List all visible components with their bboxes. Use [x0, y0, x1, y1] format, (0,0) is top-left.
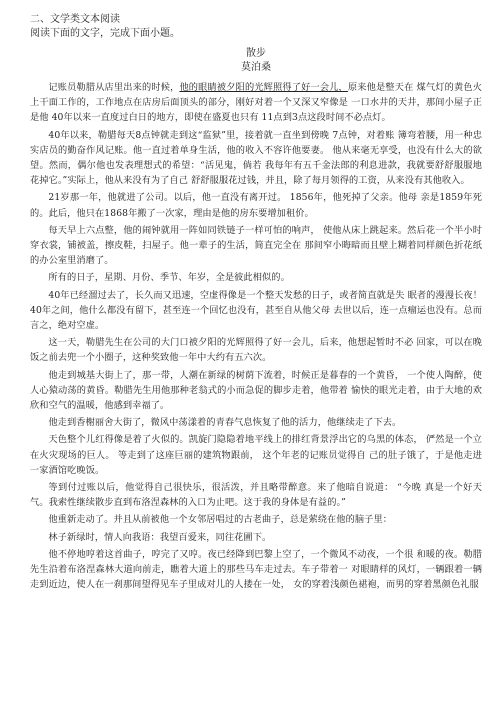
underlined-sentence: 他的眼睛被夕阳的光辉照得了好一会儿， [179, 82, 348, 93]
paragraph: 所有的日子，星期、月份、季节、年岁，全是彼此相似的。 [48, 272, 290, 284]
paragraph: 他走到香榭丽舍大街了，微风中荡漾着的青春气息恢复了他的活力，他继续走了下去。 [48, 417, 402, 429]
poem-line: 林子新绿时，情人向我语：我望百爱来，同往花圃下。 [48, 531, 272, 543]
paragraph: 天色整个儿红得像是着了火似的。凯旋门隐隐着地平线上的排红背景浮出它的乌黑的体态， 俨然是一个立在火灾现场的巨人。 等走到了这座巨丽的建筑物跟前， 这个年老的记账员觉得自 己的肚子饿了，于是他走进一家酒馆吃晚饭。 [30, 434, 482, 476]
article-title: 散步 [246, 48, 266, 59]
paragraph: 等到付过账以后，他觉得自己很快乐，很活泼，并且略带醉意。来了他暗自说道： “今晚 真是一个好天气。我索性继续散步直到布洛涅森林的入口为止吧。这于我的身体是有益的。” [30, 482, 482, 509]
paragraph: 每天早上六点整，他的闹钟就用一阵如同铁链子一样可怕的响声， 使他从床上跳起来。然后花一个半小时穿衣裳，铺被盖，擦皮鞋，扫屋子。他一辈子的生活，简直完全在 那间窄小晦暗而且壁上糊着同样颜色折花纸的办公室里消磨了。 [30, 224, 482, 267]
paragraph: 40年以来，勒腊每天8点钟就走到这“监狱”里，接着就一直坐到傍晚 7点钟，对着账 簿弯着腰，用一种忠实店员的勤奋作风记账。他一直过着单身生活，他的收入不容许他要妻。 他从来毫无享受，也没有什么大的欲望。然而，偶尔他也发表理想式的希望：“活见鬼，倘若 我每年有五千金法郎的利息进款，我就要舒舒服服地花掉它。”实际上，他从来没有为了自己 舒舒服服花过钱，并且，除了每月领得的工资，从来没有其他收入。 [30, 129, 482, 187]
section-title: 二、文学类文本阅读 [30, 14, 120, 25]
paragraph: 40年已经溜过去了，长久而又迅速，空虚得像是一个整天发愁的日子，或者简直就是失 眠者的漫漫长夜！40年之间，他什么都没有留下，甚至连一个回忆也没有，甚至自从他父母 去世以后，连一点瘤运也没有。总而言之，绝对空虚。 [30, 289, 482, 332]
instruction-text: 阅读下面的文字，完成下面小题。 [30, 28, 180, 39]
paragraph-text: 原来他是整天在 煤气灯的黄色火上干面工作的，工作地点在店房后面顶头的部分，刚好对着一个又深又窄像是 一口水井的天井，那间小屋子正是他 40年以来一直度过白日的地方，即使在盛夏也只有 11点到3点这段时间不必点灯。 [30, 82, 482, 124]
paragraph-text: 记账员勒腊从店里出来的时候， [48, 82, 180, 93]
paragraph: 他不停地哼着这首曲子，哼完了又哼。夜已经降到巴黎上空了，一个微风不动夜，一个很 和暖的夜。勒腊先生沿着布洛涅森林大道向前走，瞧着大道上的那些马车走过去。车子带着一 对眼睛样的风灯，一辆跟着一辆走到近边，使人在一刹那间望得见车子里成对儿的人搂在一处， 女的穿着浅颜色裙袍，而男的穿着黑颜色礼服 [30, 548, 482, 591]
paragraph [30, 80, 482, 126]
article-author: 莫泊桑 [241, 62, 271, 73]
paragraph: 这一天，勒腊先生在公司的大门口被夕阳的光辉照得了好一会儿，后来，他想起暂时不必 回家，可以在晚饭之前去兜一个小圈子，这种奖致他一年中大约有五六次。 [30, 337, 482, 364]
paragraph: 他走到城基大街上了，那一带，人潮在新绿的树荫下流着，时候正是暮春的一个黄昏， 一个使人陶醉，使人心猿动荡的黄昏。勒腊先生用他那种老翁式的小而急促的脚步走着，他带着 愉快的眼光走着，由于大地的欢欣和空气的温暖，他感到幸福了。 [30, 369, 482, 412]
paragraph: 他重新走动了。并且从前被他一个女邻居唱过的古老曲子，总是萦绕在他的脑子里： [48, 514, 393, 526]
paragraph: 21岁那一年，他就进了公司。以后，他一直没有离开过。 1856年，他死掉了父亲。他母 亲是1859年死的。此后，他只在1868年搬了一次家，理由是他的房东要增加租价。 [30, 192, 482, 219]
